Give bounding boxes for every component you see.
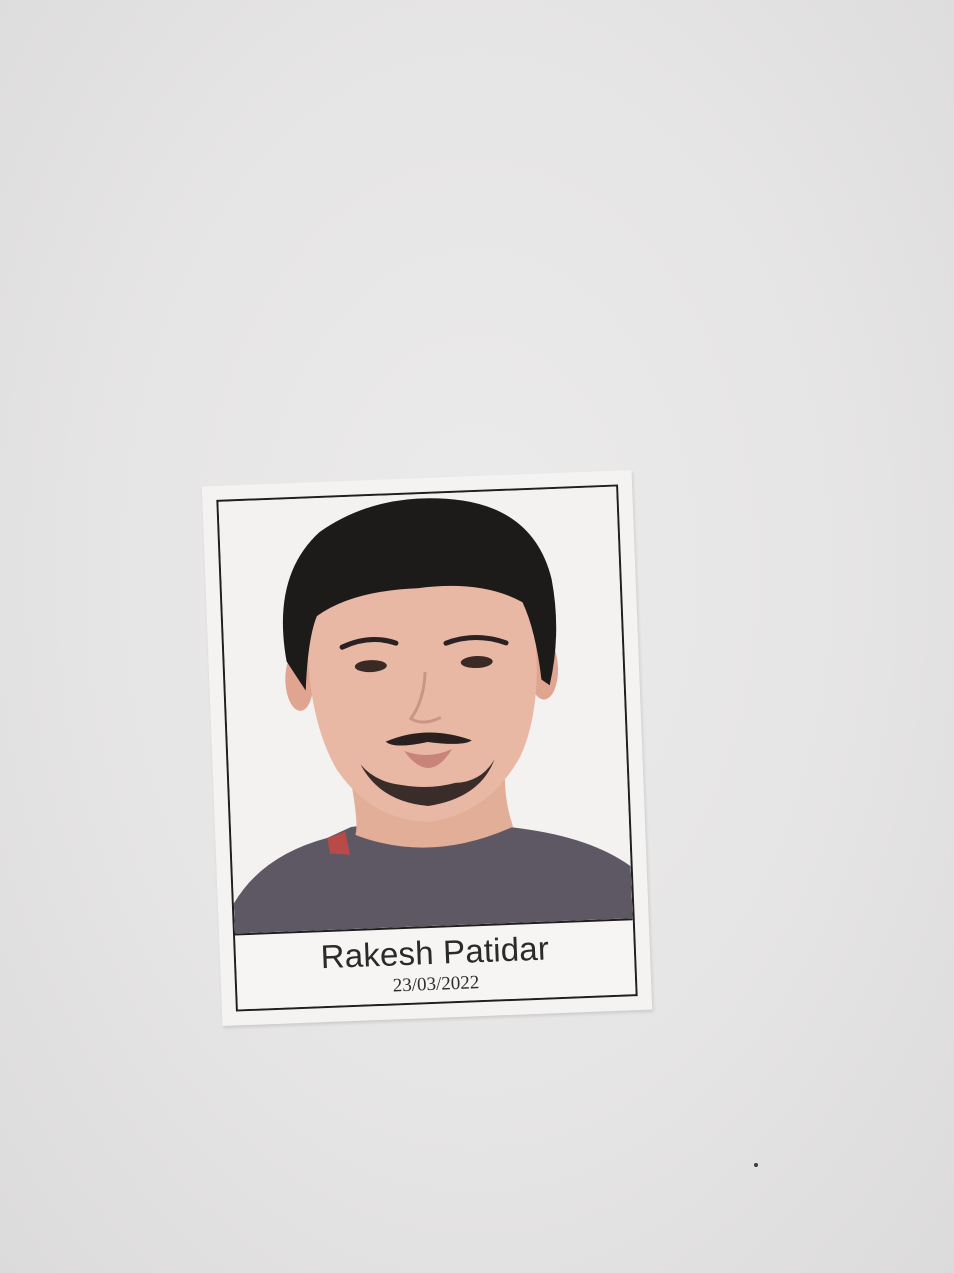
dust-speck — [754, 1163, 758, 1167]
caption-box — [235, 918, 636, 1009]
photo-date: 23/03/2022 — [392, 972, 480, 997]
portrait-image — [218, 487, 632, 934]
person-name: Rakesh Patidar — [320, 929, 550, 976]
passport-photo — [202, 470, 652, 1026]
photo-border — [216, 484, 637, 1011]
